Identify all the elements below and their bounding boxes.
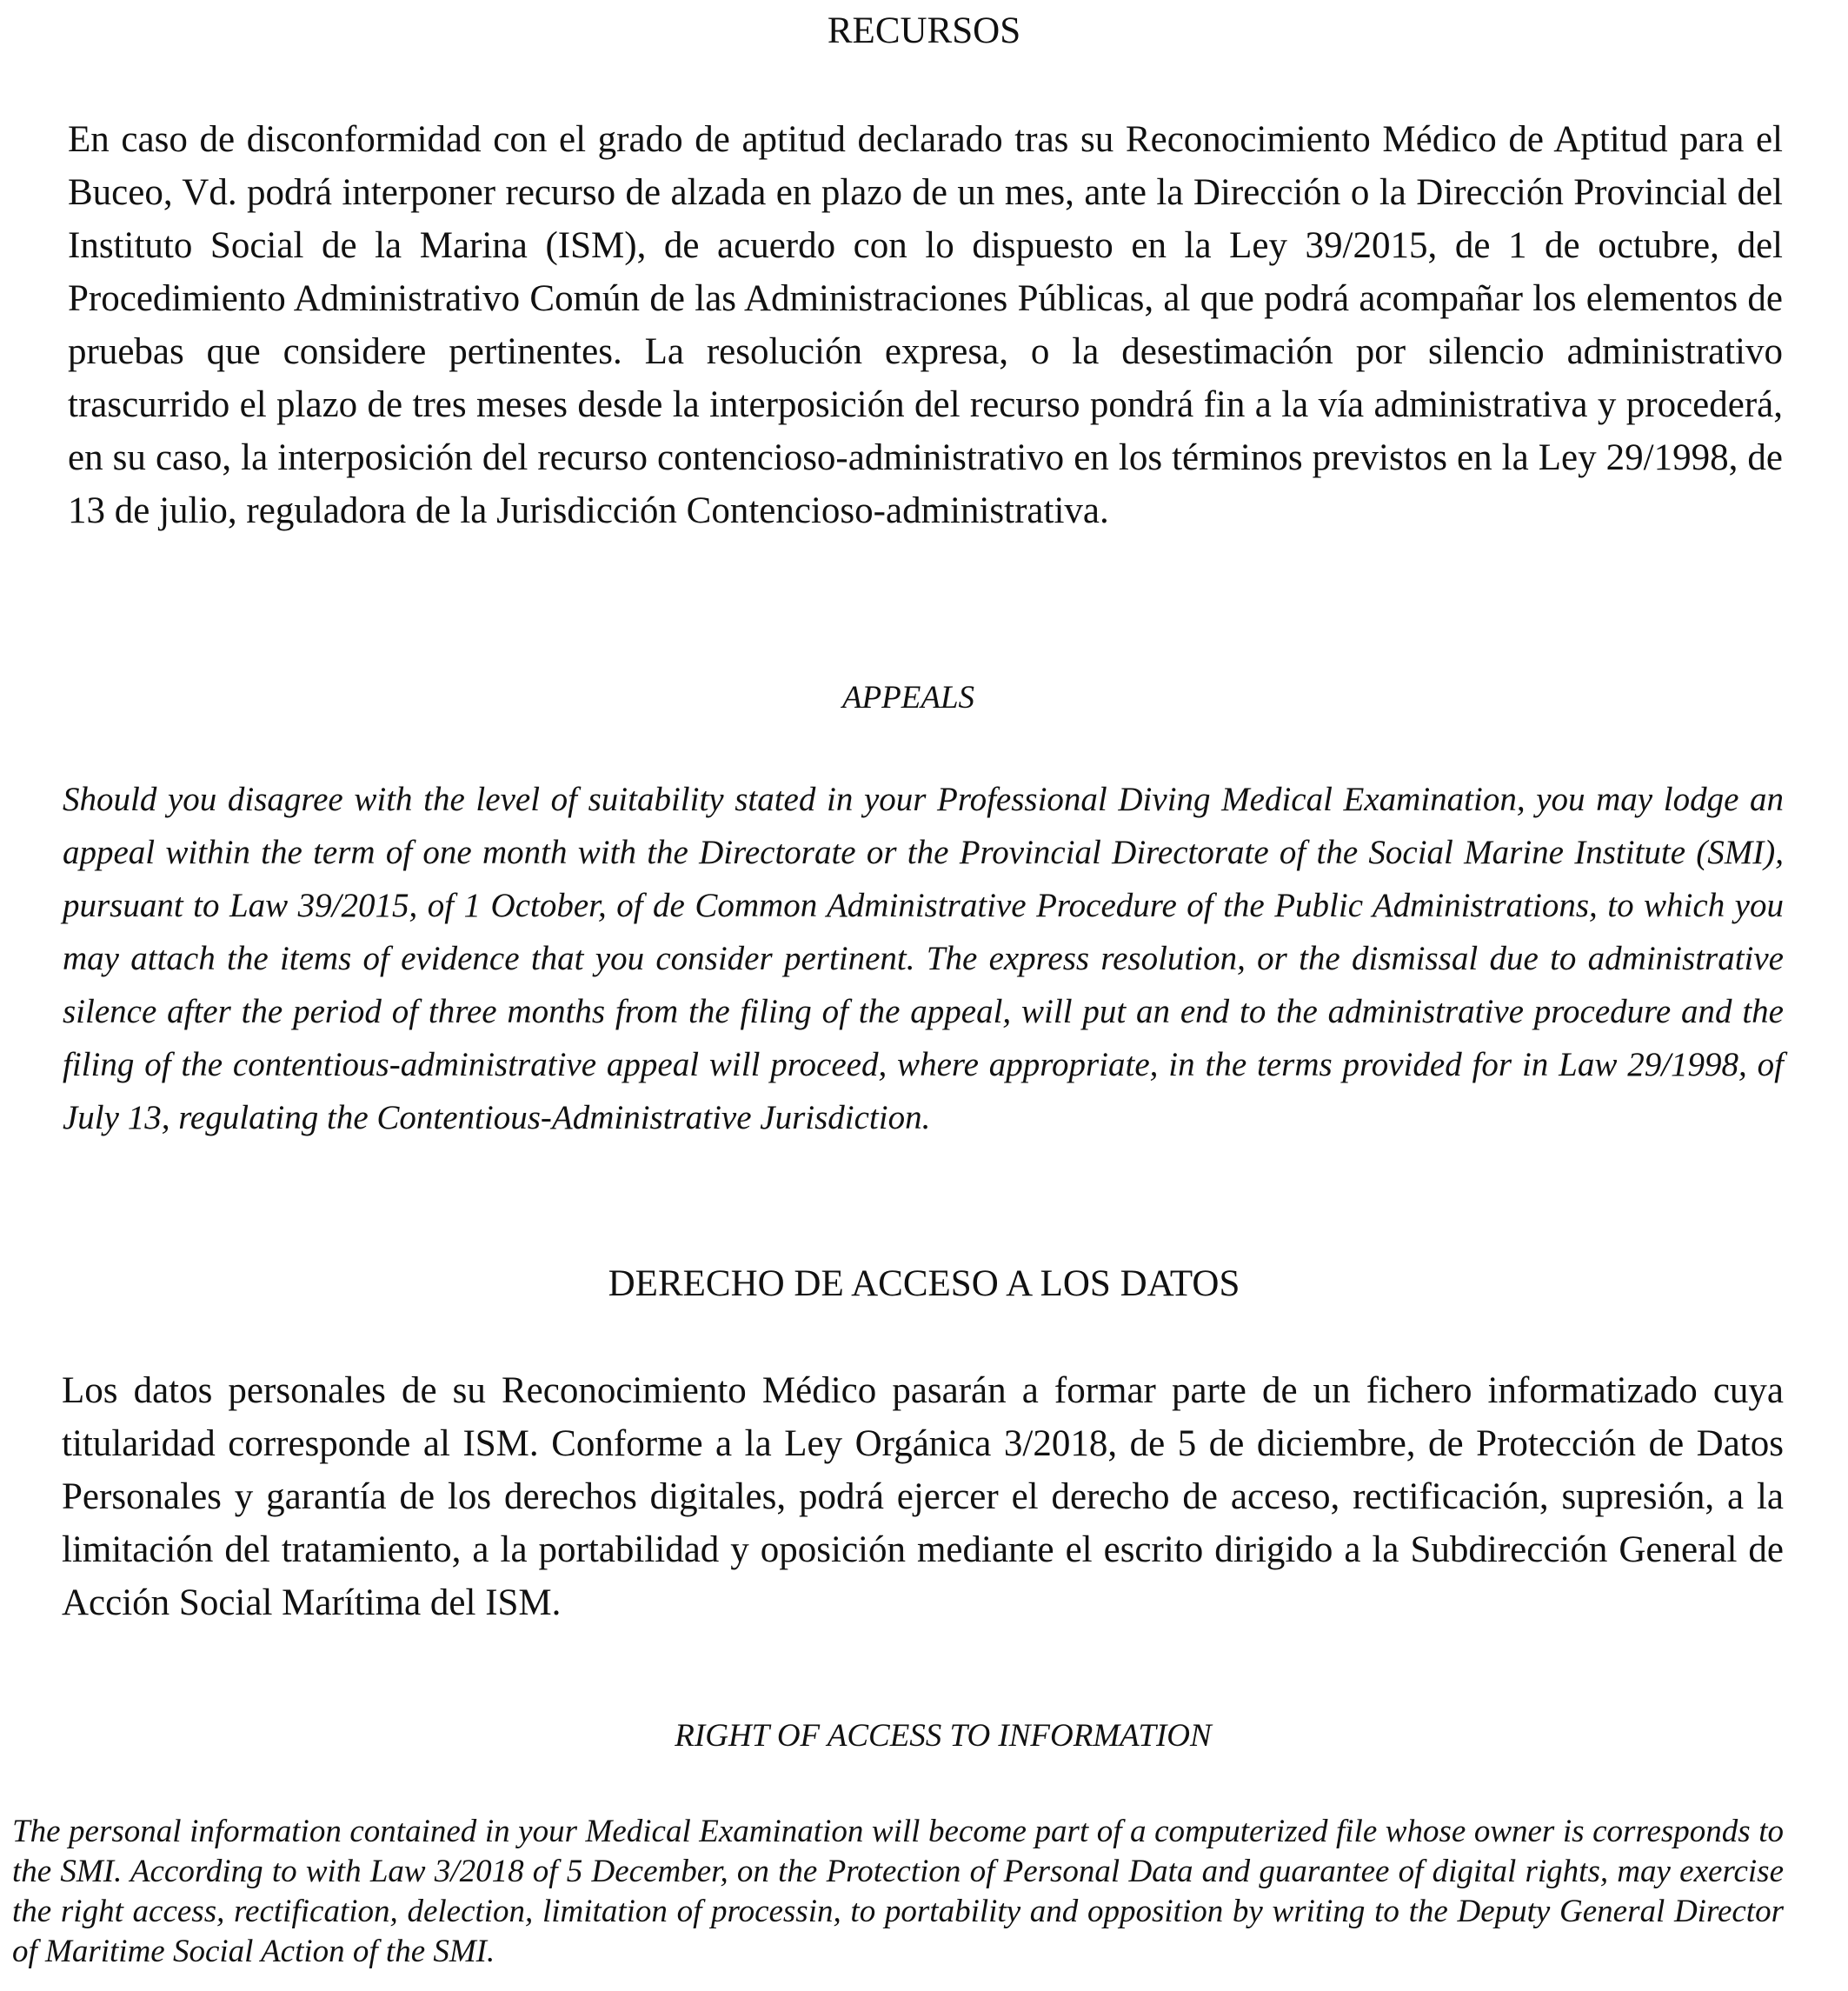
section-body-recursos: En caso de disconformidad con el grado de aptitud declarado tras su Reconocimiento Médico de Aptitud para el Buceo, Vd. podrá interponer recurso de alzada en plazo de un mes, ante la Dirección o la Dirección Provincial del Instituto Social de la Marina (ISM), de acuerdo con lo dispuesto en la Ley 39/2015, de 1 de octubre, del Procedimiento Administrativo Común de las Administraciones Públicas, al que podrá acompañar los elementos de pruebas que considere pertinentes. La resolución expresa, o la desestimación por silencio administrativo trascurrido el plazo de tres meses desde la interposición del recurso pondrá fin a la vía administrativa y procederá, en su caso, la interposición del recurso contencioso-administrativo en los términos previstos en la Ley 29/1998, de 13 de julio, reguladora de la Jurisdicción Contencioso-administrativa. bbox=[68, 119, 1783, 531]
section-heading-appeals: APPEALS bbox=[841, 680, 975, 716]
section-body-appeals: Should you disagree with the level of suitability stated in your Professional Diving Medical Examination, you may lodge an appeal within the term of one month with the Directorate or the Provincial Directorate of the Social Marine Institute (SMI), pursuant to Law 39/2015, of 1 October, of de Common Administrative Procedure of the Public Administrations, to which you may attach the items of evidence that you consider pertinent. The express resolution, or the dismissal due to administrative silence after the period of three months from the filing of the appeal, will put an end to the administrative procedure and the filing of the contentious-administrative appeal will proceed, where appropriate, in the terms provided for in Law 29/1998, of July 13, regulating the Contentious-Administrative Jurisdiction. bbox=[63, 781, 1784, 1136]
section-body-right-of-access: The personal information contained in your Medical Examination will become part of a computerized file whose owner is corresponds to the SMI. According to with Law 3/2018 of 5 December, on the Protection of Personal Data and guarantee of digital rights, may exercise the right access, rectification, delection, limitation of processin, to portability and opposition by writing to the Deputy General Director of Maritime Social Action of the SMI. bbox=[12, 1814, 1784, 1969]
section-heading-right-of-access: RIGHT OF ACCESS TO INFORMATION bbox=[675, 1718, 1212, 1754]
section-heading-derecho-acceso: DERECHO DE ACCESO A LOS DATOS bbox=[608, 1263, 1240, 1304]
section-body-derecho-acceso: Los datos personales de su Reconocimiento Médico pasarán a formar parte de un fichero informatizado cuya titularidad corresponde al ISM. Conforme a la Ley Orgánica 3/2018, de 5 de diciembre, de Protección de Datos Personales y garantía de los derechos digitales, podrá ejercer el derecho de acceso, rectificación, supresión, a la limitación del tratamiento, a la portabilidad y oposición mediante el escrito dirigido a la Subdirección General de Acción Social Marítima del ISM. bbox=[62, 1370, 1784, 1623]
section-heading-recursos: RECURSOS bbox=[827, 10, 1021, 51]
